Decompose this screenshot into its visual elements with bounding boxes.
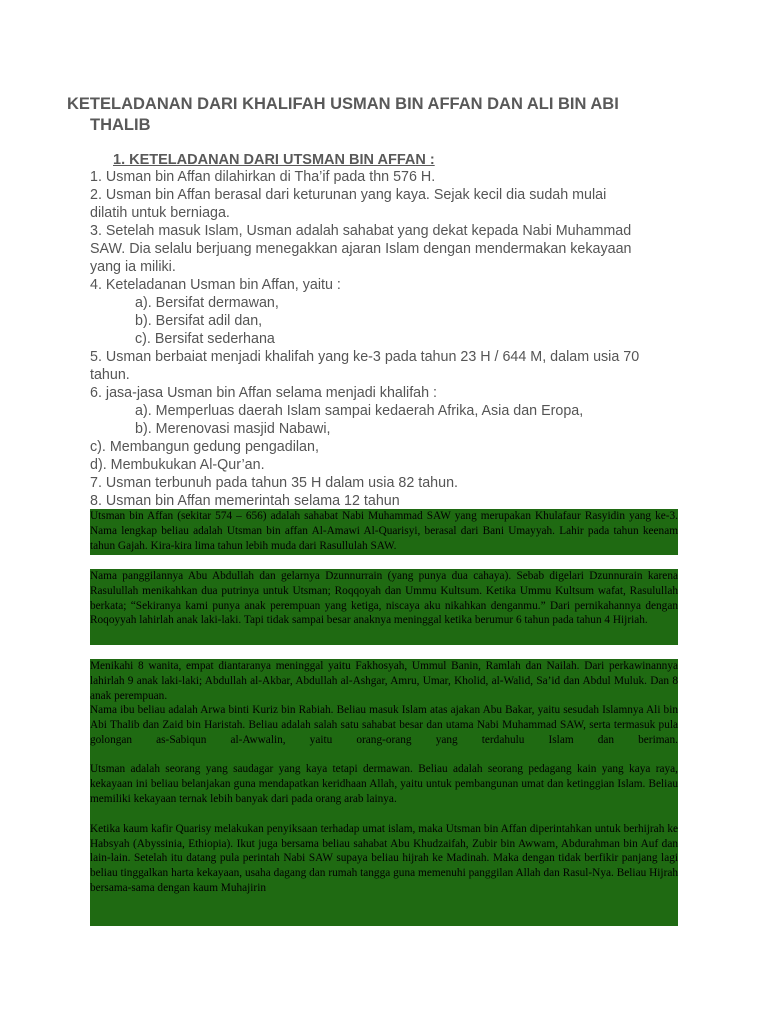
list-line: SAW. Dia selalu berjuang menegakkan ajaran Islam dengan mendermakan kekayaan <box>90 241 632 257</box>
list-line: c). Membangun gedung pengadilan, <box>90 439 319 455</box>
list-line: 3. Setelah masuk Islam, Usman adalah sahabat yang dekat kepada Nabi Muhammad <box>90 223 632 239</box>
paragraph-text: Ketika kaum kafir Quarisy melakukan penyiksaan terhadap umat islam, maka Utsman bin Affan diperintahkan untuk berhijrah ke Habsyah (Abyssinia, Ethiopia). Ikut juga bersama beliau sahabat Abu Khudzaifah, Zubir bin Awwam, Abdurahman bin Auf dan lain-lain. Setelah itu datang pula perintah Nabi SAW supaya beliau hijrah ke Madinah. Maka dengan tidak berfikir panjang lagi beliau tinggalkan harta kekayaan, usaha dagang dan rumah tangga guna memenuhi panggilan Allah dan Rasul-Nya. Beliau Hijrah bersama-sama dengan kaum Muhajirin <box>90 822 678 894</box>
highlighted-paragraph <box>90 509 678 555</box>
highlighted-paragraph <box>90 659 678 703</box>
document-title-line-2: THALIB <box>90 116 151 134</box>
list-line: yang ia miliki. <box>90 259 176 275</box>
section-heading: 1. KETELADANAN DARI UTSMAN BIN AFFAN : <box>113 152 435 168</box>
list-subitem: a). Bersifat dermawan, <box>135 295 279 311</box>
list-line: tahun. <box>90 367 130 383</box>
list-subitem: b). Merenovasi masjid Nabawi, <box>135 421 331 437</box>
paragraph-text: Utsman adalah seorang yang saudagar yang kaya tetapi dermawan. Beliau adalah seorang pedagang kain yang kaya raya, kekayaan ini beliau belanjakan guna mendapatkan keridhaan Allah, yaitu untuk pembangunan umat dan ketinggian Islam. Beliau memiliki kekayaan ternak lebih banyak dari pada orang arab lainya. <box>90 763 678 805</box>
highlighted-block <box>90 703 678 926</box>
paragraph-text: Utsman bin Affan (sekitar 574 – 656) adalah sahabat Nabi Muhammad SAW yang merupakan Khulafaur Rasyidin yang ke-3. Nama lengkap beliau adalah Utsman bin affan Al-Amawi Al-Quarisyi, berasal dari Bani Umayyah. Lahir pada tahun keenam tahun Gajah. Kira-kira lima tahun lebih muda dari Rasullulah SAW. <box>90 510 678 552</box>
list-subitem: b). Bersifat adil dan, <box>135 313 263 329</box>
document-title <box>67 94 707 136</box>
paragraph-text: Menikahi 8 wanita, empat diantaranya meninggal yaitu Fakhosyah, Ummul Banin, Ramlah dan Nailah. Dari perkawinannya lahirlah 9 anak laki-laki; Abdullah al-Akbar, Abdullah al-Ashgar, Amru, Umar, Kholid, al-Walid, Sa’id dan Abdul Muluk. Dan 8 anak perempuan. <box>90 660 678 702</box>
list-line: 1. Usman bin Affan dilahirkan di Tha’if pada thn 576 H. <box>90 169 436 185</box>
list-line: 8. Usman bin Affan memerintah selama 12 tahun <box>90 493 400 509</box>
document-title-line-1: KETELADANAN DARI KHALIFAH USMAN BIN AFFAN DAN ALI BIN ABI <box>67 95 619 113</box>
paragraph-text: Nama ibu beliau adalah Arwa binti Kuriz bin Rabiah. Beliau masuk Islam atas ajakan Abu Bakar, yaitu sesudah Islamnya Ali bin Abi Thalib dan Zaid bin Haristah. Beliau adalah salah satu sahabat besar dan utama Nabi Muhammad SAW, serta termasuk pula golongan as-Sabiqun al-Awwalin, yaitu orang-orang yang terdahulu Islam dan beriman. <box>90 704 678 746</box>
list-line: 4. Keteladanan Usman bin Affan, yaitu : <box>90 277 341 293</box>
list-subitem: a). Memperluas daerah Islam sampai kedaerah Afrika, Asia dan Eropa, <box>135 403 584 419</box>
list-line: dilatih untuk berniaga. <box>90 205 230 221</box>
list-line: 5. Usman berbaiat menjadi khalifah yang ke-3 pada tahun 23 H / 644 M, dalam usia 70 <box>90 349 640 365</box>
list-line: 7. Usman terbunuh pada tahun 35 H dalam usia 82 tahun. <box>90 475 458 491</box>
list-line: d). Membukukan Al-Qur’an. <box>90 457 265 473</box>
point-list <box>90 168 680 510</box>
highlighted-paragraph <box>90 569 678 645</box>
list-line: 6. jasa-jasa Usman bin Affan selama menjadi khalifah : <box>90 385 438 401</box>
list-line: 2. Usman bin Affan berasal dari keturunan yang kaya. Sejak kecil dia sudah mulai <box>90 187 607 203</box>
paragraph-text: Nama panggilannya Abu Abdullah dan gelarnya Dzunnurrain (yang punya dua cahaya). Sebab digelari Dzunnurain karena Rasulullah menikahkan dua putrinya untuk Utsman; Roqqoyah dan Ummu Kultsum. Ketika Ummu Kultsum wafat, Rasulullah berkata; “Sekiranya kami punya anak perempuan yang ketiga, niscaya aku nikahkan denganmu.” Dari pernikahannya dengan Roqoyyah lahirlah anak laki-laki. Tapi tidak sampai besar anaknya meninggal ketika berumur 6 tahun pada tahun 4 Hijriah. <box>90 570 678 627</box>
list-subitem: c). Bersifat sederhana <box>135 331 275 347</box>
